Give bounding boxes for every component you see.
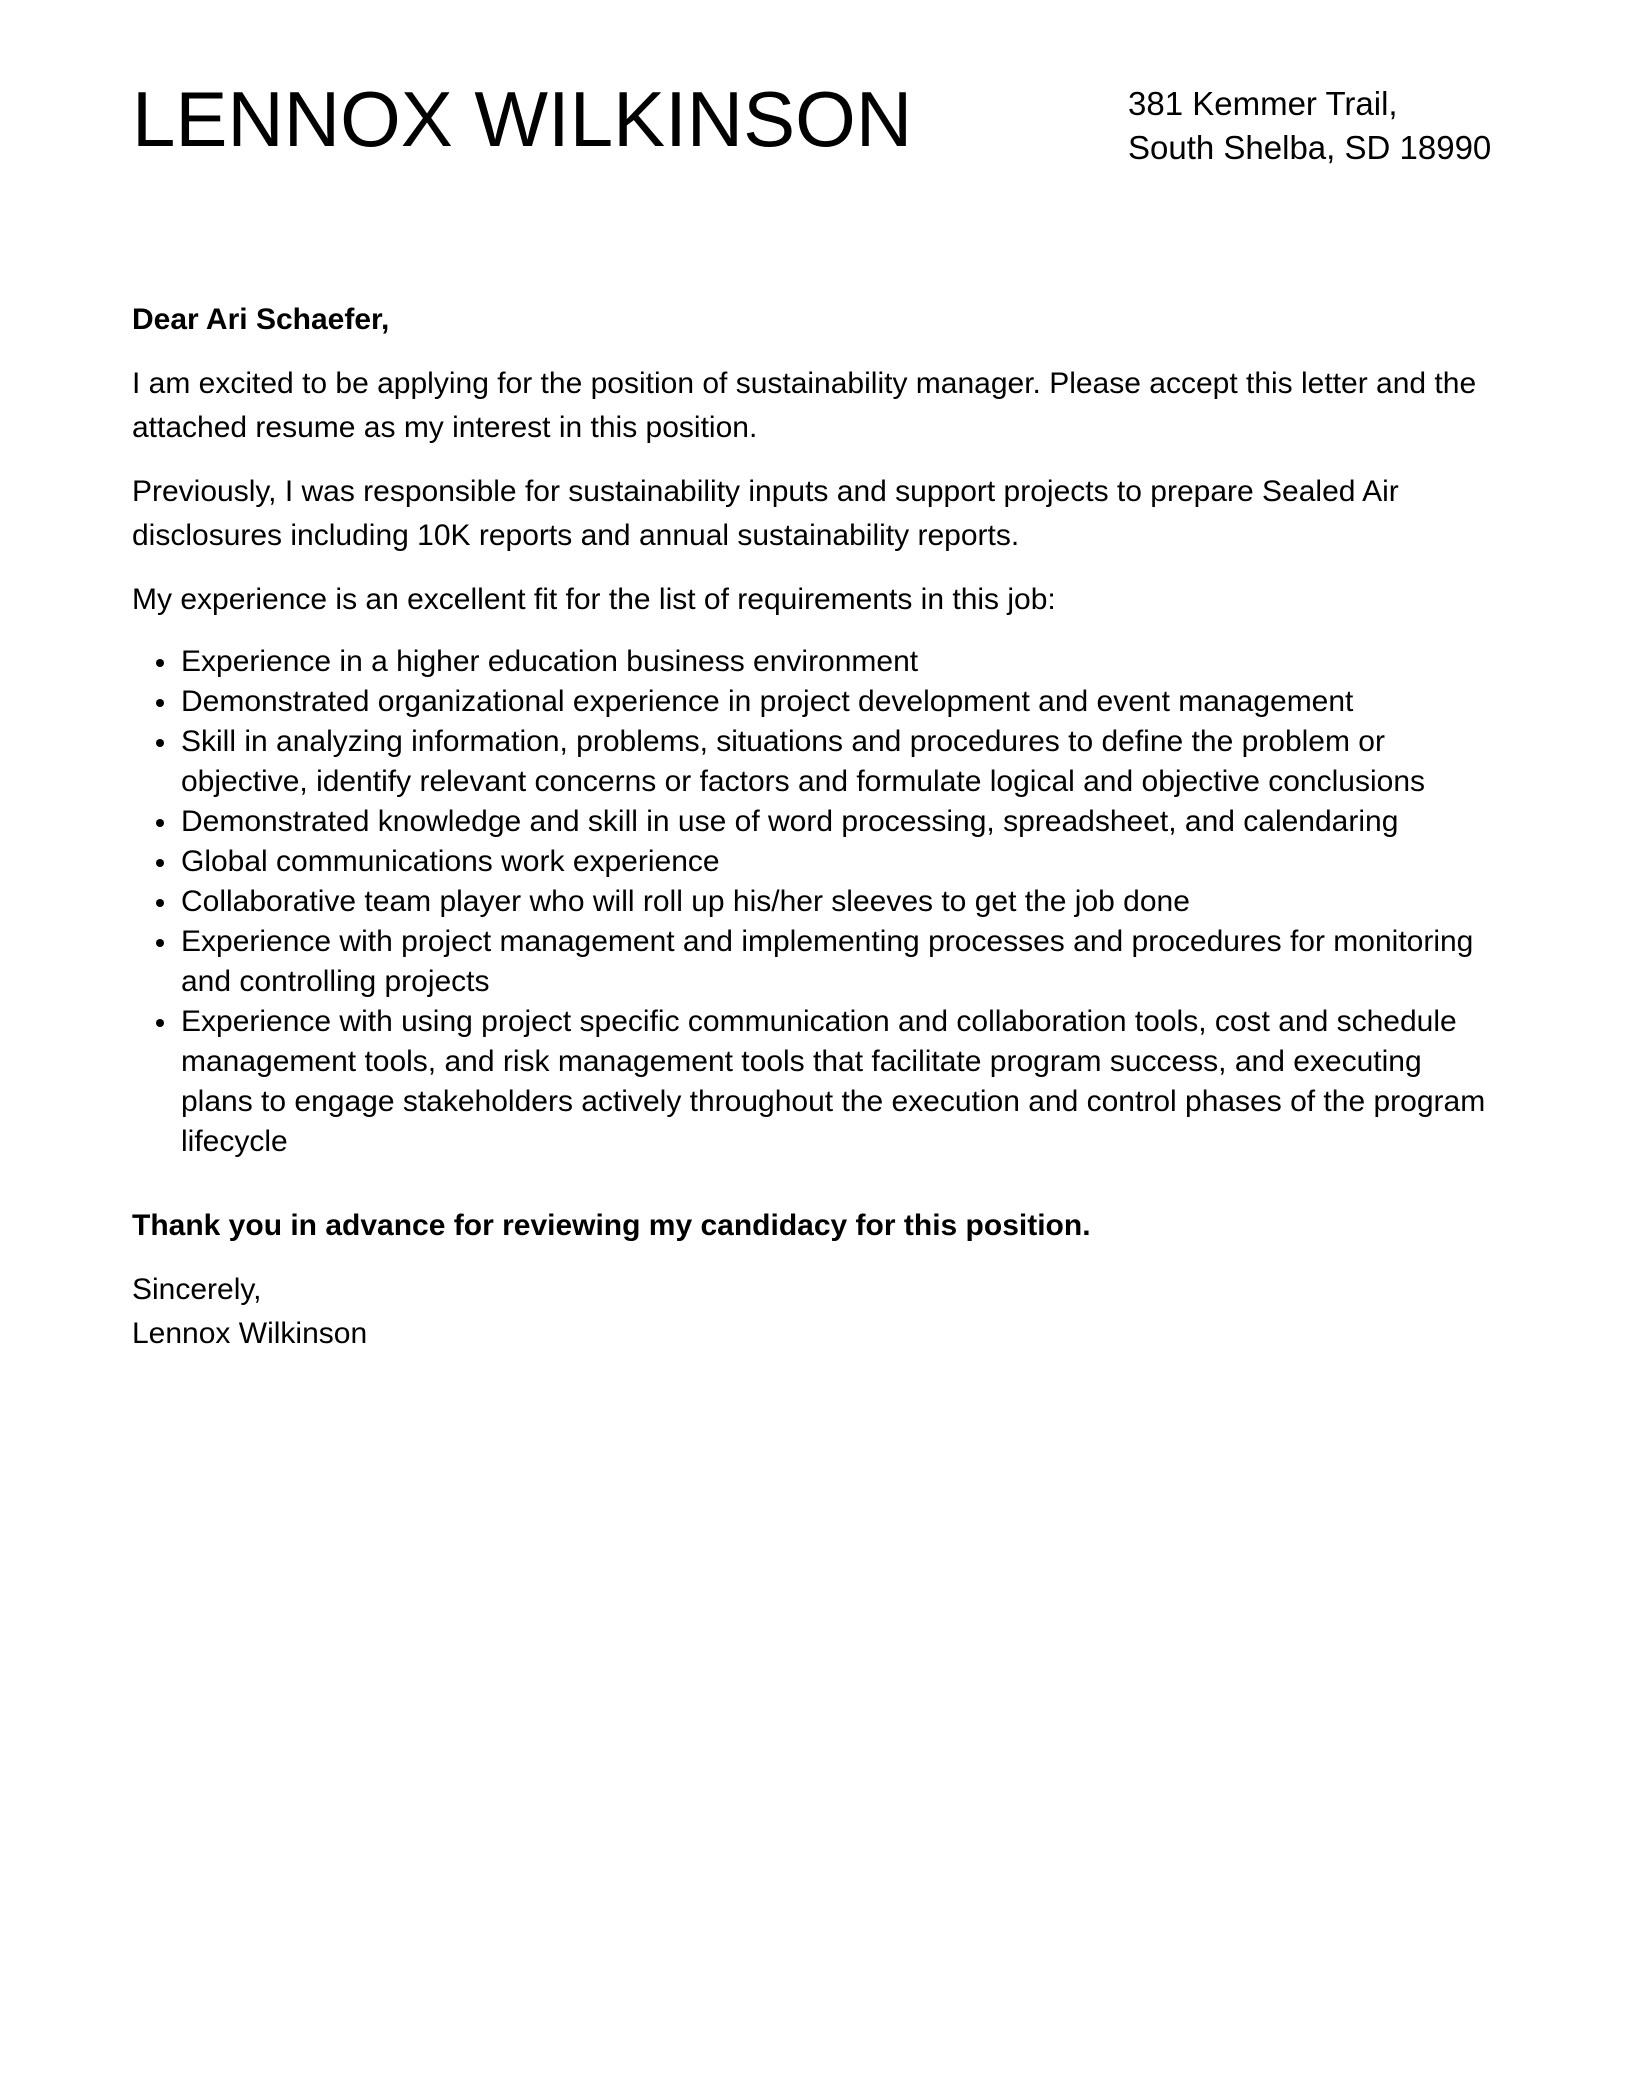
closing-statement: Thank you in advance for reviewing my candidacy for this position. <box>132 1209 1091 1242</box>
signoff-text: Sincerely, <box>132 1273 262 1306</box>
list-item: Demonstrated knowledge and skill in use of word processing, spreadsheet, and calendaring <box>132 802 1494 842</box>
salutation: Dear Ari Schaefer, <box>132 303 390 336</box>
applicant-name: LENNOX WILKINSON <box>132 75 913 163</box>
list-item: Global communications work experience <box>132 842 1494 882</box>
list-item: Demonstrated organizational experience in project development and event management <box>132 682 1494 722</box>
list-item: Skill in analyzing information, problems, situations and procedures to define the problem or objective, identify relevant concerns or factors and formulate logical and objective conclusions <box>132 722 1494 802</box>
letter-body <box>132 298 1494 1356</box>
address-line-2: South Shelba, SD 18990 <box>1128 129 1492 166</box>
signature-name: Lennox Wilkinson <box>132 1317 368 1350</box>
address-line-1: 381 Kemmer Trail, <box>1128 85 1398 122</box>
list-item: Experience in a higher education business environment <box>132 642 1494 682</box>
list-item: Collaborative team player who will roll up his/her sleeves to get the job done <box>132 882 1494 922</box>
signoff-block <box>132 1268 1494 1356</box>
experience-paragraph: Previously, I was responsible for sustainability inputs and support projects to prepare Sealed Air disclosures including 10K reports and annual sustainability reports. <box>132 475 1399 552</box>
list-item: Experience with using project specific communication and collaboration tools, cost and schedule management tools, and risk management tools that facilitate program success, and executing plans to engage stakeholders actively throughout the execution and control phases of the program lifecycle <box>132 1002 1494 1162</box>
intro-paragraph: I am excited to be applying for the position of sustainability manager. Please accept this letter and the attached resume as my interest in this position. <box>132 367 1477 444</box>
applicant-address <box>1128 82 1491 170</box>
requirements-intro: My experience is an excellent fit for the list of requirements in this job: <box>132 583 1056 616</box>
list-item: Experience with project management and implementing processes and procedures for monitoring and controlling projects <box>132 922 1494 1002</box>
requirements-list <box>132 642 1494 1162</box>
